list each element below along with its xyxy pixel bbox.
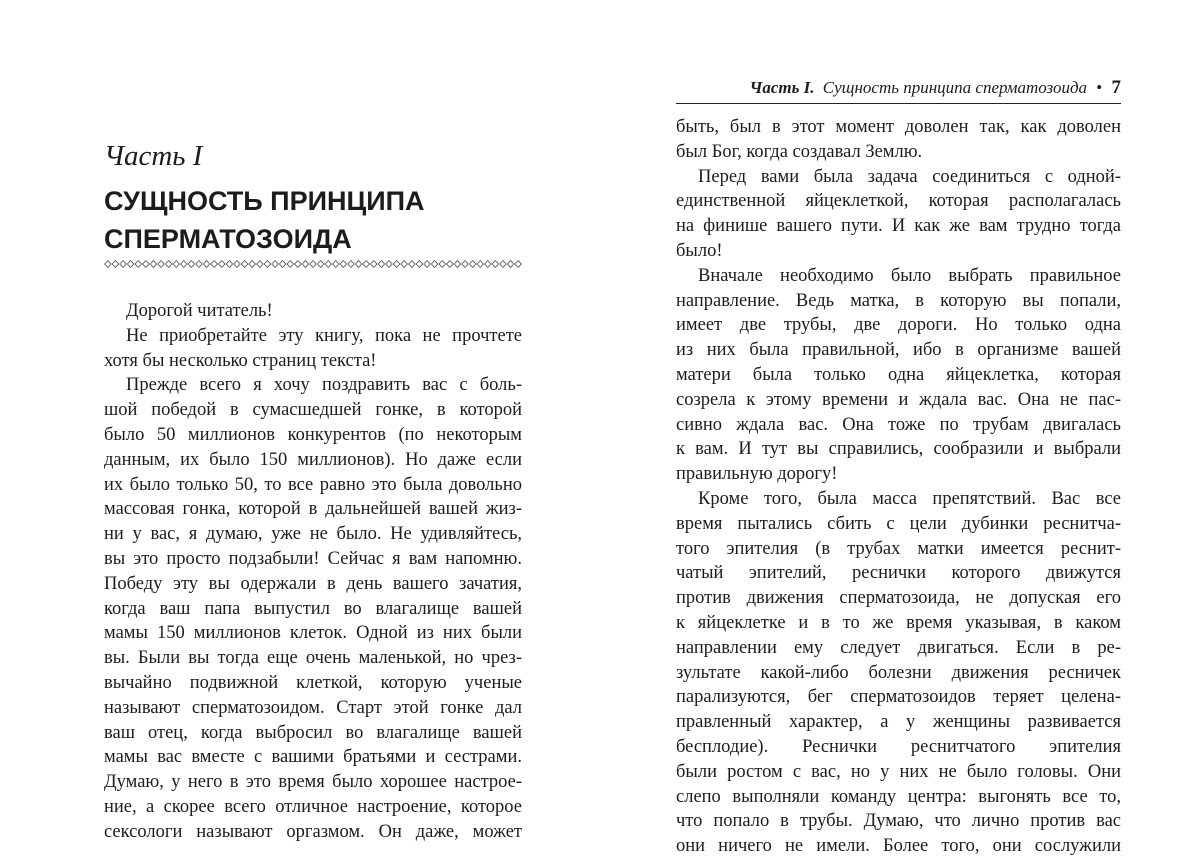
- text-line: массовая гонка, которой в дальнейшей вашей жиз-: [104, 499, 522, 520]
- text-line: называют сперматозоидом. Старт этой гонке дал: [104, 697, 522, 718]
- text-line: были ростом с вас, но у них не было головы. Они: [676, 761, 1121, 782]
- text-line: Дорогой читатель!: [126, 301, 273, 321]
- chapter-title-line: СУЩНОСТЬ ПРИНЦИПА: [104, 186, 425, 216]
- text-line: матери была только одна яйцеклетка, которая: [676, 364, 1121, 385]
- text-line: было!: [676, 240, 723, 261]
- left-body-text: [104, 299, 522, 845]
- text-line: Не приобретайте эту книгу, пока не прочтете: [126, 325, 522, 346]
- text-line: вы это просто подзабыли! Сейчас я вам напомню.: [104, 548, 522, 569]
- text-line: Думаю, у него в это время было хорошее настрое-: [104, 772, 522, 793]
- text-line: того эпителия (в трубах матки имеется реснит-: [676, 538, 1121, 559]
- text-line: шой победой в сумасшедшей гонке, в которой: [104, 400, 522, 421]
- text-line: слепо выполняли команду центра: выгонять все то,: [676, 786, 1121, 807]
- right-page: [600, 0, 1200, 861]
- text-line: мамы 150 миллионов клеток. Одной из них были: [104, 623, 522, 644]
- text-line: единственной яйцеклеткой, которая располагалась: [676, 191, 1121, 212]
- text-line: их было только 50, то все равно это была довольно: [104, 474, 522, 495]
- text-line: время пытались сбить с цели дубинки реснитча-: [676, 513, 1121, 534]
- text-line: сивно ждала вас. Она тоже по трубам двигалась: [676, 414, 1121, 435]
- text-line: из них была правильной, ибо в организме вашей: [676, 340, 1121, 361]
- text-line: к яйцеклетке и в то же время указывая, в каком: [676, 612, 1121, 633]
- running-header-separator: •: [1096, 78, 1103, 97]
- text-line: мамы вас вместе с вашими братьями и сестрами.: [104, 747, 522, 768]
- text-line: вычайно подвижной клеткой, которую ученые: [104, 672, 522, 693]
- text-line: правильную дорогу!: [676, 464, 838, 485]
- text-line: они ничего не имели. Более того, они сослужили: [676, 836, 1121, 857]
- right-body-text: [676, 115, 1121, 859]
- text-line: направлении ему следует двигаться. Если в ре-: [676, 637, 1121, 658]
- chapter-title-line: СПЕРМАТОЗОИДА: [104, 224, 352, 254]
- ornament-divider: [104, 259, 522, 269]
- text-line: хотя бы несколько страниц текста!: [104, 350, 377, 371]
- text-line: быть, был в этот момент доволен так, как доволен: [676, 117, 1121, 137]
- running-header-part: Часть I.: [749, 78, 815, 97]
- text-line: данным, их было 150 миллионов). Но даже если: [104, 449, 522, 470]
- text-line: Вначале необходимо было выбрать правильное: [698, 265, 1121, 286]
- text-line: против движения сперматозоида, не допуская его: [676, 588, 1121, 609]
- text-line: бесплодие). Реснички реснитчатого эпителия: [676, 736, 1121, 757]
- text-line: созрела к этому времени и ждала вас. Она не пас-: [676, 389, 1121, 410]
- running-header: [676, 76, 1121, 100]
- text-line: Прежде всего я хочу поздравить вас с боль-: [126, 375, 522, 396]
- text-line: чатый эпителий, реснички которого движутся: [676, 563, 1121, 584]
- text-line: Победу эту вы одержали в день вашего зачатия,: [104, 573, 522, 594]
- text-line: что попало в трубы. Думаю, что лично против вас: [676, 811, 1121, 832]
- text-line: было 50 миллионов конкурентов (по некоторым: [104, 424, 522, 445]
- text-line: когда ваш папа выпустил во влагалище вашей: [104, 598, 522, 619]
- text-line: был Бог, когда создавал Землю.: [676, 141, 923, 162]
- text-line: к вам. И тут вы справились, сообразили и выбрали: [676, 439, 1121, 460]
- text-line: на финише вашего пути. И как же вам трудно тогда: [676, 216, 1121, 237]
- text-line: Перед вами была задача соединиться с одной-: [698, 166, 1121, 187]
- page-number: 7: [1111, 77, 1121, 98]
- text-line: ни у вас, я думаю, уже не было. Не удивляйтесь,: [104, 524, 522, 545]
- text-line: направление. Ведь матка, в которую вы попали,: [676, 290, 1121, 311]
- running-header-title: Сущность принципа сперматозоида: [822, 78, 1088, 97]
- text-line: ние, а скорее всего отличное настроение, которое: [104, 796, 522, 817]
- text-line: сексологи называют оргазмом. Он даже, может: [104, 821, 522, 842]
- text-line: Кроме того, была масса препятствий. Вас все: [698, 488, 1121, 509]
- text-line: зультате какой-либо болезни движения ресничек: [676, 662, 1121, 683]
- part-label: Часть I: [104, 140, 203, 172]
- header-rule: [676, 103, 1121, 104]
- chapter-title: [104, 182, 534, 258]
- text-line: вы. Были вы тогда еще очень маленькой, но чрез-: [104, 648, 522, 669]
- text-line: парализуются, бег сперматозоидов теряет целена-: [676, 687, 1121, 708]
- text-line: правленный характер, а у женщины развивается: [676, 712, 1121, 733]
- text-line: ваш отец, когда выбросил во влагалище вашей: [104, 722, 522, 743]
- text-line: имеет две трубы, две дороги. Но только одна: [676, 315, 1121, 336]
